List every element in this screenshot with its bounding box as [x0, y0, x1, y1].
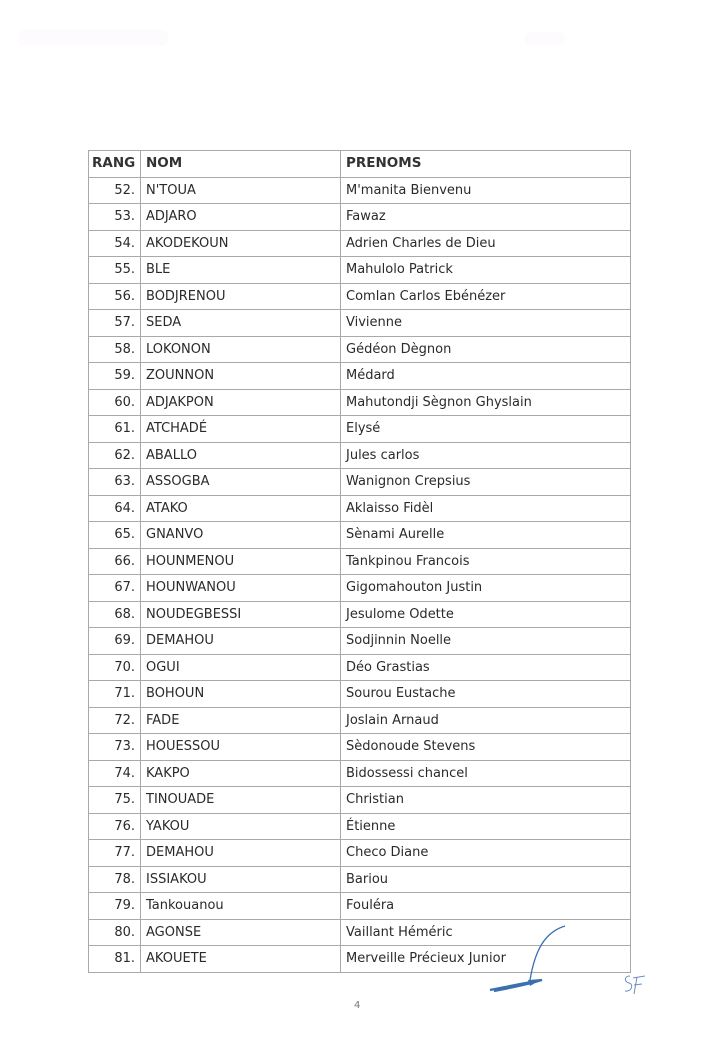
nom-cell: ISSIAKOU [141, 866, 341, 893]
rang-cell: 65. [89, 522, 141, 549]
nom-cell: ADJAKPON [141, 389, 341, 416]
prenoms-cell: Médard [341, 363, 631, 390]
prenoms-cell: Sènami Aurelle [341, 522, 631, 549]
table-row [89, 495, 631, 522]
prenoms-cell: Wanignon Crepsius [341, 469, 631, 496]
table-row [89, 469, 631, 496]
nom-cell: LOKONON [141, 336, 341, 363]
nom-cell: KAKPO [141, 760, 341, 787]
rang-cell: 62. [89, 442, 141, 469]
nom-cell: Tankouanou [141, 893, 341, 920]
table-row [89, 628, 631, 655]
rang-cell: 53. [89, 204, 141, 231]
table-row [89, 575, 631, 602]
prenoms-cell: Christian [341, 787, 631, 814]
nom-cell: ATAKO [141, 495, 341, 522]
nom-cell: NOUDEGBESSI [141, 601, 341, 628]
nom-cell: ATCHADÉ [141, 416, 341, 443]
table-row [89, 813, 631, 840]
rang-cell: 79. [89, 893, 141, 920]
prenoms-cell: Sourou Eustache [341, 681, 631, 708]
nom-cell: OGUI [141, 654, 341, 681]
prenoms-cell: Vaillant Héméric [341, 919, 631, 946]
nom-cell: TINOUADE [141, 787, 341, 814]
prenoms-cell: Déo Grastias [341, 654, 631, 681]
rang-cell: 61. [89, 416, 141, 443]
prenoms-cell: Jesulome Odette [341, 601, 631, 628]
rang-cell: 67. [89, 575, 141, 602]
prenoms-cell: Tankpinou Francois [341, 548, 631, 575]
rang-cell: 80. [89, 919, 141, 946]
table-row [89, 283, 631, 310]
prenoms-cell: Mahulolo Patrick [341, 257, 631, 284]
rang-cell: 55. [89, 257, 141, 284]
prenoms-cell: M'manita Bienvenu [341, 177, 631, 204]
table-row [89, 654, 631, 681]
table-header-row [89, 151, 631, 178]
table-row [89, 389, 631, 416]
table-row [89, 840, 631, 867]
table-row [89, 893, 631, 920]
prenoms-cell: Bidossessi chancel [341, 760, 631, 787]
rang-cell: 76. [89, 813, 141, 840]
header-nom: NOM [141, 151, 341, 178]
prenoms-cell: Fawaz [341, 204, 631, 231]
table-row [89, 310, 631, 337]
nom-cell: AKODEKOUN [141, 230, 341, 257]
prenoms-cell: Fouléra [341, 893, 631, 920]
prenoms-cell: Gédéon Dègnon [341, 336, 631, 363]
nom-cell: ZOUNNON [141, 363, 341, 390]
nom-cell: ADJARO [141, 204, 341, 231]
prenoms-cell: Joslain Arnaud [341, 707, 631, 734]
rang-cell: 58. [89, 336, 141, 363]
nom-cell: AKOUETE [141, 946, 341, 973]
prenoms-cell: Sèdonoude Stevens [341, 734, 631, 761]
prenoms-cell: Étienne [341, 813, 631, 840]
table-row [89, 522, 631, 549]
table-row [89, 416, 631, 443]
table-row [89, 548, 631, 575]
prenoms-cell: Aklaisso Fidèl [341, 495, 631, 522]
prenoms-cell: Gigomahouton Justin [341, 575, 631, 602]
table-row [89, 204, 631, 231]
header-prenoms: PRENOMS [341, 151, 631, 178]
table-row [89, 230, 631, 257]
prenoms-cell: Comlan Carlos Ebénézer [341, 283, 631, 310]
prenoms-cell: Mahutondji Sègnon Ghyslain [341, 389, 631, 416]
table-row [89, 363, 631, 390]
table-row [89, 257, 631, 284]
nom-cell: HOUESSOU [141, 734, 341, 761]
rang-cell: 68. [89, 601, 141, 628]
rang-cell: 71. [89, 681, 141, 708]
table-row [89, 760, 631, 787]
scan-artifact [18, 30, 168, 46]
nom-cell: DEMAHOU [141, 628, 341, 655]
table-row [89, 177, 631, 204]
prenoms-cell: Checo Diane [341, 840, 631, 867]
prenoms-cell: Sodjinnin Noelle [341, 628, 631, 655]
rang-cell: 72. [89, 707, 141, 734]
rang-cell: 59. [89, 363, 141, 390]
roster-table [88, 150, 631, 973]
nom-cell: ABALLO [141, 442, 341, 469]
rang-cell: 60. [89, 389, 141, 416]
signature [480, 920, 580, 1000]
rang-cell: 69. [89, 628, 141, 655]
rang-cell: 74. [89, 760, 141, 787]
rang-cell: 78. [89, 866, 141, 893]
table-row [89, 336, 631, 363]
prenoms-cell: Adrien Charles de Dieu [341, 230, 631, 257]
prenoms-cell: Bariou [341, 866, 631, 893]
nom-cell: SEDA [141, 310, 341, 337]
rang-cell: 63. [89, 469, 141, 496]
nom-cell: BOHOUN [141, 681, 341, 708]
prenoms-cell: Merveille Précieux Junior [341, 946, 631, 973]
page-number: 4 [354, 1000, 361, 1011]
nom-cell: N'TOUA [141, 177, 341, 204]
prenoms-cell: Elysé [341, 416, 631, 443]
rang-cell: 64. [89, 495, 141, 522]
scan-artifact [525, 32, 565, 46]
prenoms-cell: Vivienne [341, 310, 631, 337]
nom-cell: HOUNMENOU [141, 548, 341, 575]
nom-cell: ASSOGBA [141, 469, 341, 496]
nom-cell: YAKOU [141, 813, 341, 840]
table-row [89, 734, 631, 761]
rang-cell: 56. [89, 283, 141, 310]
rang-cell: 73. [89, 734, 141, 761]
table-row [89, 601, 631, 628]
rang-cell: 52. [89, 177, 141, 204]
rang-cell: 66. [89, 548, 141, 575]
nom-cell: GNANVO [141, 522, 341, 549]
nom-cell: HOUNWANOU [141, 575, 341, 602]
rang-cell: 81. [89, 946, 141, 973]
table-row [89, 866, 631, 893]
rang-cell: 77. [89, 840, 141, 867]
rang-cell: 57. [89, 310, 141, 337]
header-rang: RANG [89, 151, 141, 178]
initials-mark [620, 970, 650, 1000]
nom-cell: BODJRENOU [141, 283, 341, 310]
prenoms-cell: Jules carlos [341, 442, 631, 469]
table-row [89, 787, 631, 814]
table-row [89, 681, 631, 708]
nom-cell: BLE [141, 257, 341, 284]
rang-cell: 70. [89, 654, 141, 681]
nom-cell: FADE [141, 707, 341, 734]
nom-cell: DEMAHOU [141, 840, 341, 867]
table-body [89, 177, 631, 972]
table-row [89, 442, 631, 469]
rang-cell: 75. [89, 787, 141, 814]
table-row [89, 707, 631, 734]
rang-cell: 54. [89, 230, 141, 257]
nom-cell: AGONSE [141, 919, 341, 946]
